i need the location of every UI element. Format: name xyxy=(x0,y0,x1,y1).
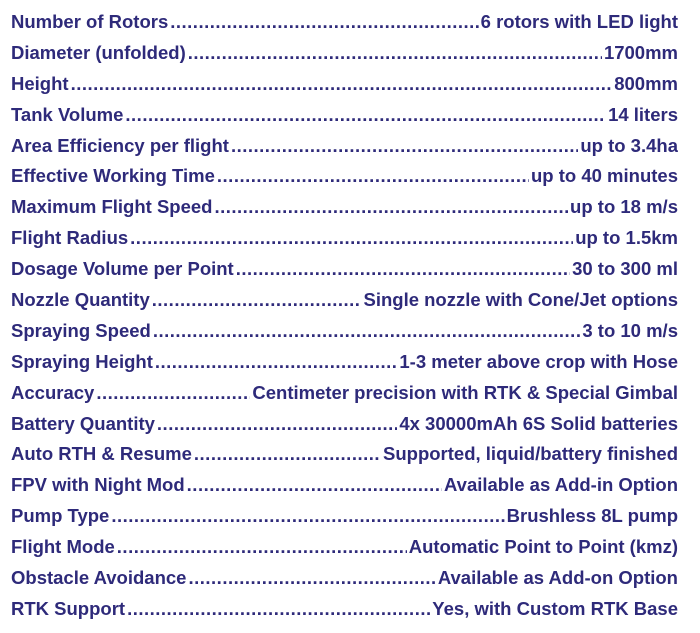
spec-label: Effective Working Time xyxy=(11,165,215,187)
spec-label: Dosage Volume per Point xyxy=(11,258,234,280)
dot-leader xyxy=(194,439,381,470)
spec-value: Available as Add-in Option xyxy=(443,474,678,496)
spec-value: up to 18 m/s xyxy=(570,196,678,218)
spec-value: Single nozzle with Cone/Jet options xyxy=(363,289,678,311)
spec-row-fpv xyxy=(11,470,678,501)
spec-label: Auto RTH & Resume xyxy=(11,443,192,465)
spec-label: Number of Rotors xyxy=(11,11,169,32)
spec-value: 1-3 meter above crop with Hose xyxy=(399,350,678,372)
spec-label: Spraying Height xyxy=(11,350,153,372)
spec-row-obstacle-avoidance xyxy=(11,563,678,594)
spec-sheet xyxy=(11,7,678,625)
spec-value: up to 40 minutes xyxy=(531,165,678,187)
spec-value: Available as Add-on Option xyxy=(437,567,678,589)
spec-label: Nozzle Quantity xyxy=(11,289,150,311)
spec-value: 4x 30000mAh 6S Solid batteries xyxy=(399,412,678,434)
spec-value: up to 3.4ha xyxy=(580,134,678,156)
spec-value: 800mm xyxy=(614,72,678,94)
spec-row-working-time xyxy=(11,161,678,192)
dot-leader xyxy=(153,316,581,347)
spec-row-dosage-volume xyxy=(11,254,678,285)
dot-leader xyxy=(188,38,602,69)
spec-label: Height xyxy=(11,72,69,94)
spec-label: Flight Radius xyxy=(11,227,129,249)
spec-value: 30 to 300 ml xyxy=(572,258,678,280)
dot-leader xyxy=(157,409,397,440)
spec-label: Maximum Flight Speed xyxy=(11,196,213,218)
spec-label: FPV with Night Mod xyxy=(11,474,185,496)
spec-value: Brushless 8L pump xyxy=(506,505,678,527)
spec-row-nozzle-quantity xyxy=(11,285,678,316)
dot-leader xyxy=(188,563,435,594)
spec-row-rotors xyxy=(11,7,678,38)
spec-row-accuracy xyxy=(11,378,678,409)
dot-leader xyxy=(231,131,578,162)
dot-leader xyxy=(125,100,606,131)
spec-value: 14 liters xyxy=(608,103,678,125)
spec-label: Accuracy xyxy=(11,381,95,403)
spec-label: Pump Type xyxy=(11,505,110,527)
spec-row-spraying-height xyxy=(11,347,678,378)
spec-row-auto-rth xyxy=(11,439,678,470)
spec-value: 3 to 10 m/s xyxy=(582,319,678,341)
spec-label: Obstacle Avoidance xyxy=(11,567,187,589)
spec-value: Automatic Point to Point (kmz) xyxy=(408,536,678,558)
spec-label: Battery Quantity xyxy=(11,412,155,434)
spec-row-flight-radius xyxy=(11,223,678,254)
spec-value: up to 1.5km xyxy=(575,227,678,249)
spec-label: Spraying Speed xyxy=(11,319,151,341)
spec-value: 1700mm xyxy=(603,41,678,63)
spec-value: Centimeter precision with RTK & Special Gimbal xyxy=(252,381,678,403)
spec-row-spraying-speed xyxy=(11,316,678,347)
dot-leader xyxy=(127,594,430,625)
spec-label: RTK Support xyxy=(11,597,126,619)
spec-label: Tank Volume xyxy=(11,103,124,125)
spec-row-battery-quantity xyxy=(11,409,678,440)
spec-row-area-efficiency xyxy=(11,131,678,162)
spec-row-flight-speed xyxy=(11,192,678,223)
dot-leader xyxy=(96,378,250,409)
spec-row-tank-volume xyxy=(11,100,678,131)
spec-row-pump-type xyxy=(11,501,678,532)
spec-value: Yes, with Custom RTK Base xyxy=(432,597,678,619)
dot-leader xyxy=(71,69,613,100)
dot-leader xyxy=(155,347,398,378)
dot-leader xyxy=(111,501,504,532)
spec-row-diameter xyxy=(11,38,678,69)
spec-row-height xyxy=(11,69,678,100)
spec-row-rtk-support xyxy=(11,594,678,625)
dot-leader xyxy=(170,7,478,38)
dot-leader xyxy=(152,285,362,316)
dot-leader xyxy=(236,254,570,285)
spec-label: Diameter (unfolded) xyxy=(11,41,186,63)
spec-value: Supported, liquid/battery finished xyxy=(383,443,678,465)
dot-leader xyxy=(214,192,568,223)
spec-value: 6 rotors with LED light xyxy=(480,11,678,32)
dot-leader xyxy=(117,532,407,563)
spec-row-flight-mode xyxy=(11,532,678,563)
dot-leader xyxy=(187,470,442,501)
spec-label: Flight Mode xyxy=(11,536,115,558)
dot-leader xyxy=(217,161,529,192)
dot-leader xyxy=(130,223,573,254)
spec-label: Area Efficiency per flight xyxy=(11,134,229,156)
